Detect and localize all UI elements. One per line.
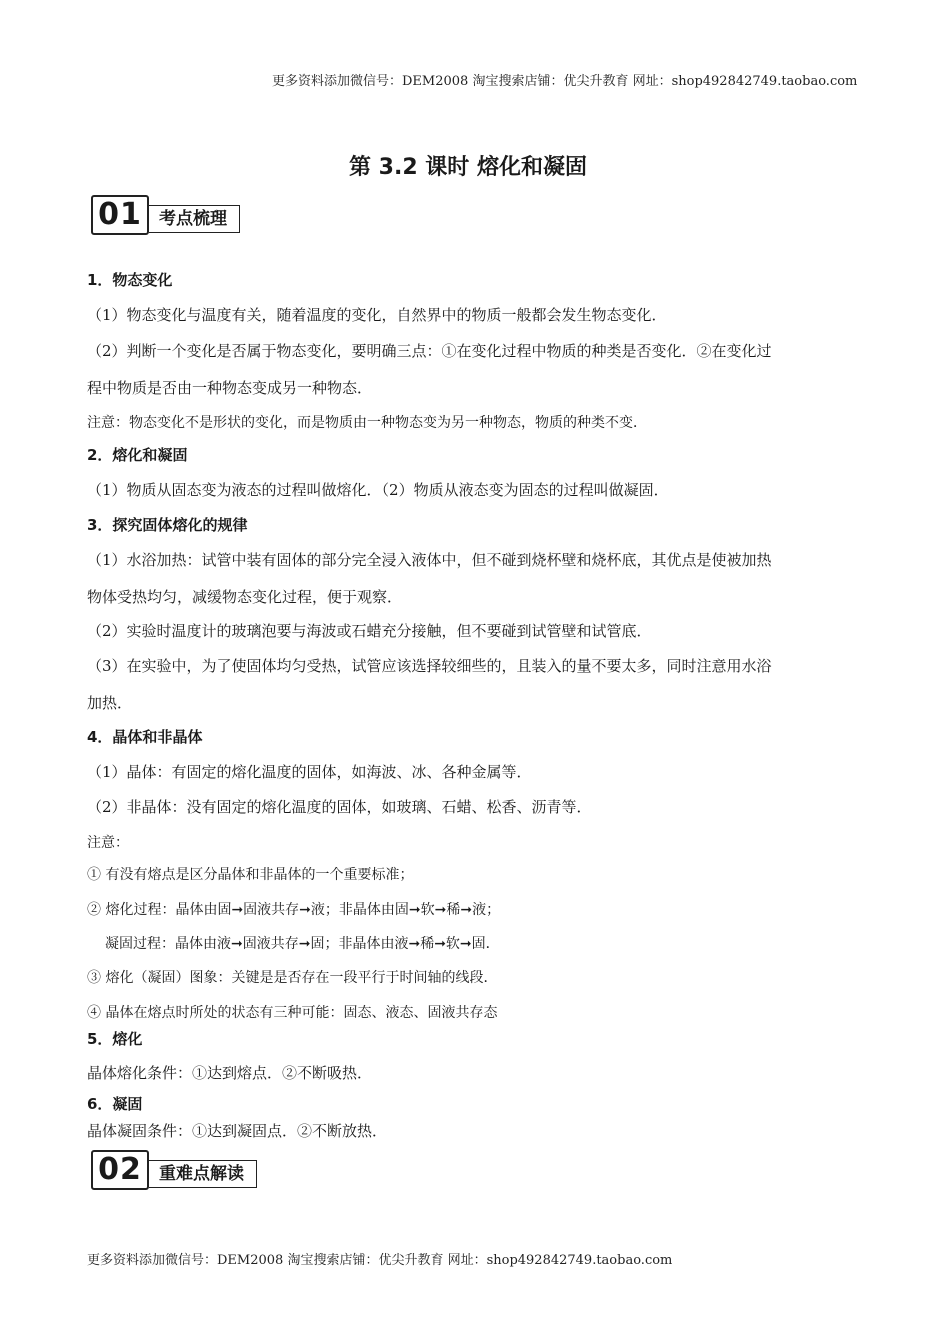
section-heading: 6．凝固 (87, 1095, 143, 1113)
section-heading: 4．晶体和非晶体 (87, 728, 203, 746)
section-badge-01 (91, 195, 240, 235)
note-label: 注意： (87, 835, 129, 851)
badge-number: 02 (91, 1150, 149, 1190)
badge-label: 考点梳理 (149, 205, 240, 233)
paragraph: 晶体熔化条件：①达到熔点．②不断吸热． (87, 1064, 373, 1082)
paragraph: （1）物质从固态变为液态的过程叫做熔化．（2）物质从液态变为固态的过程叫做凝固． (87, 481, 669, 499)
page-footer: 更多资料添加微信号：DEM2008 淘宝搜索店铺：优尖升教育 网址：shop492842749.taobao.com (87, 1253, 673, 1268)
paragraph: 加热． (87, 694, 133, 712)
badge-number: 01 (91, 195, 149, 235)
paragraph: （2）非晶体：没有固定的熔化温度的固体，如玻璃、石蜡、松香、沥青等． (87, 798, 592, 816)
section-heading: 1．物态变化 (87, 271, 173, 289)
note-item: ① 有没有熔点是区分晶体和非晶体的一个重要标准； (87, 867, 414, 883)
section-heading: 5．熔化 (87, 1030, 143, 1048)
paragraph: 物体受热均匀，减缓物态变化过程，便于观察． (87, 588, 403, 606)
section-heading: 2．熔化和凝固 (87, 446, 188, 464)
page-header: 更多资料添加微信号：DEM2008 淘宝搜索店铺：优尖升教育 网址：shop492842749.taobao.com (272, 74, 858, 89)
note-item: ② 熔化过程：晶体由固➞固液共存➞液；非晶体由固➞软➞稀➞液； (87, 902, 501, 918)
note-item: 凝固过程：晶体由液➞固液共存➞固；非晶体由液➞稀➞软➞固． (105, 936, 500, 952)
paragraph: （2）判断一个变化是否属于物态变化，要明确三点：①在变化过程中物质的种类是否变化．②在变化过 (87, 342, 772, 360)
section-heading: 3．探究固体熔化的规律 (87, 516, 248, 534)
paragraph: 晶体凝固条件：①达到凝固点．②不断放热． (87, 1122, 388, 1140)
paragraph: （3）在实验中，为了使固体均匀受热，试管应该选择较细些的，且装入的量不要太多，同时注意用水浴 (87, 657, 772, 675)
page-title: 第 3.2 课时 熔化和凝固 (349, 155, 587, 180)
paragraph: （1）晶体：有固定的熔化温度的固体，如海波、冰、各种金属等． (87, 763, 532, 781)
paragraph: （2）实验时温度计的玻璃泡要与海波或石蜡充分接触，但不要碰到试管壁和试管底． (87, 622, 652, 640)
badge-label: 重难点解读 (149, 1160, 257, 1188)
note: 注意：物态变化不是形状的变化，而是物质由一种物态变为另一种物态，物质的种类不变． (87, 415, 647, 431)
note-item: ③ 熔化（凝固）图象：关键是是否存在一段平行于时间轴的线段． (87, 970, 498, 986)
paragraph: 程中物质是否由一种物态变成另一种物态． (87, 379, 373, 397)
note-item: ④ 晶体在熔点时所处的状态有三种可能：固态、液态、固液共存态 (87, 1005, 498, 1021)
paragraph: （1）水浴加热：试管中装有固体的部分完全浸入液体中，但不碰到烧杯壁和烧杯底，其优点是使被加热 (87, 551, 772, 569)
section-badge-02 (91, 1150, 257, 1190)
paragraph: （1）物态变化与温度有关，随着温度的变化，自然界中的物质一般都会发生物态变化． (87, 306, 667, 324)
